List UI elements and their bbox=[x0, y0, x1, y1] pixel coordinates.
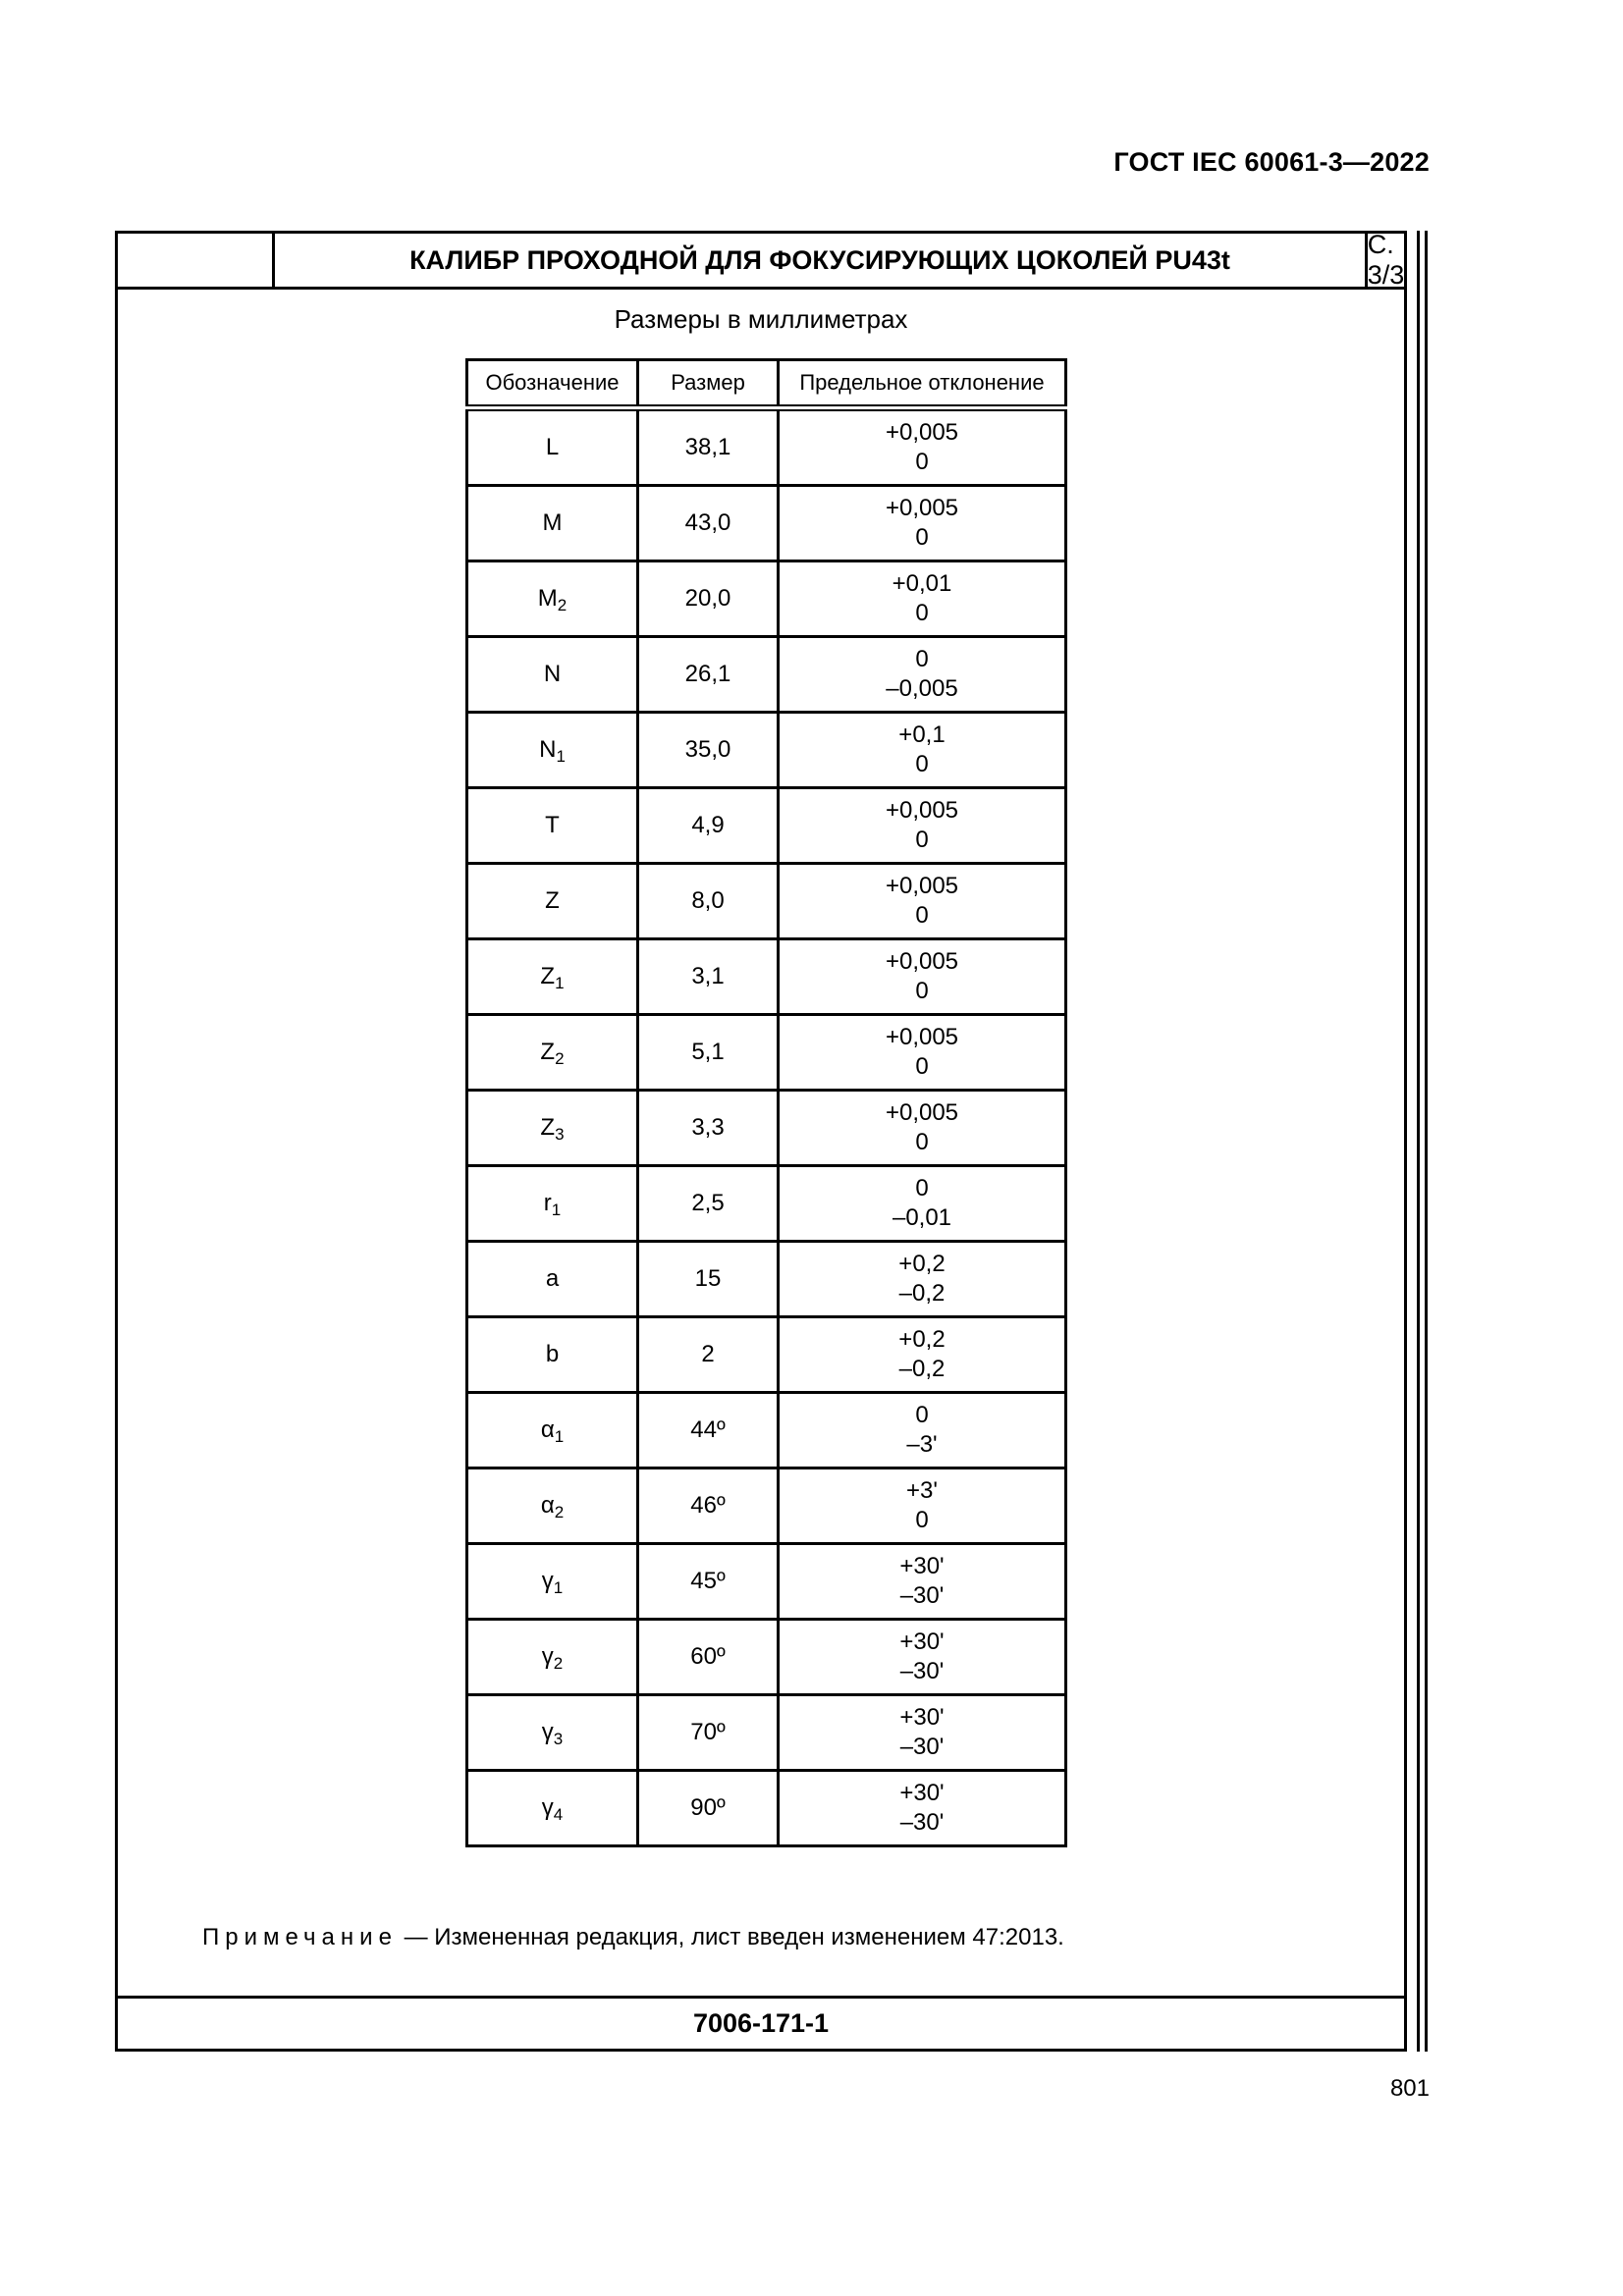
lower-deviation: –30' bbox=[899, 1734, 945, 1760]
size-cell: 15 bbox=[638, 1242, 779, 1317]
designation-subscript: 2 bbox=[553, 1654, 564, 1673]
designation-cell bbox=[467, 864, 638, 939]
column-header-designation: Обозначение bbox=[467, 360, 638, 408]
deviation-cell bbox=[779, 486, 1066, 561]
designation-cell bbox=[467, 1166, 638, 1242]
title-block-empty-cell bbox=[118, 234, 275, 287]
table-row bbox=[467, 561, 1066, 637]
size-cell: 38,1 bbox=[638, 408, 779, 486]
lower-deviation: –0,2 bbox=[898, 1280, 946, 1307]
column-header-deviation: Предельное отклонение bbox=[779, 360, 1066, 408]
deviation-cell bbox=[779, 1242, 1066, 1317]
deviation-cell bbox=[779, 1771, 1066, 1846]
table-row bbox=[467, 864, 1066, 939]
designation-symbol: a bbox=[545, 1265, 560, 1292]
upper-deviation: +30' bbox=[899, 1553, 945, 1579]
deviation-cell bbox=[779, 1468, 1066, 1544]
lower-deviation: 0 bbox=[915, 1129, 929, 1155]
lower-deviation: –30' bbox=[899, 1582, 945, 1609]
size-cell: 8,0 bbox=[638, 864, 779, 939]
table-row bbox=[467, 486, 1066, 561]
size-cell: 3,3 bbox=[638, 1091, 779, 1166]
table-row bbox=[467, 1091, 1066, 1166]
table-row bbox=[467, 1317, 1066, 1393]
upper-deviation: +0,005 bbox=[885, 873, 959, 899]
column-header-size: Размер bbox=[638, 360, 779, 408]
designation-cell bbox=[467, 713, 638, 788]
deviation-cell bbox=[779, 864, 1066, 939]
title-block bbox=[118, 230, 1405, 290]
designation-symbol: Z bbox=[540, 1039, 556, 1065]
lower-deviation: 0 bbox=[915, 449, 929, 475]
designation-cell bbox=[467, 637, 638, 713]
deviation-cell bbox=[779, 1695, 1066, 1771]
page-number: 801 bbox=[1389, 2075, 1430, 2102]
table-body bbox=[467, 408, 1066, 1846]
note-text: — Измененная редакция, лист введен изменением 47:2013. bbox=[397, 1924, 1064, 1950]
sheet-number: С. 3/3 bbox=[1367, 230, 1405, 290]
size-cell: 2 bbox=[638, 1317, 779, 1393]
designation-cell bbox=[467, 1468, 638, 1544]
deviation-cell bbox=[779, 1317, 1066, 1393]
deviation-cell bbox=[779, 1620, 1066, 1695]
designation-cell bbox=[467, 1242, 638, 1317]
size-cell: 20,0 bbox=[638, 561, 779, 637]
designation-symbol: γ bbox=[541, 1794, 554, 1821]
lower-deviation: 0 bbox=[915, 524, 929, 551]
table-row bbox=[467, 1544, 1066, 1620]
designation-cell bbox=[467, 1015, 638, 1091]
upper-deviation: +0,005 bbox=[885, 797, 959, 824]
note-label: Примечание bbox=[202, 1924, 398, 1950]
lower-deviation: –0,2 bbox=[898, 1356, 946, 1382]
upper-deviation: 0 bbox=[915, 646, 929, 672]
upper-deviation: +30' bbox=[899, 1629, 945, 1655]
size-cell: 44º bbox=[638, 1393, 779, 1468]
designation-subscript: 2 bbox=[557, 596, 568, 614]
upper-deviation: +0,2 bbox=[898, 1326, 946, 1353]
designation-subscript: 1 bbox=[554, 1427, 565, 1446]
size-cell: 26,1 bbox=[638, 637, 779, 713]
size-cell: 43,0 bbox=[638, 486, 779, 561]
size-cell: 4,9 bbox=[638, 788, 779, 864]
upper-deviation: +0,005 bbox=[885, 495, 959, 521]
designation-subscript: 1 bbox=[556, 747, 566, 766]
dimensions-table bbox=[465, 358, 1067, 1847]
designation-symbol: γ bbox=[541, 1719, 554, 1745]
deviation-cell bbox=[779, 561, 1066, 637]
designation-cell bbox=[467, 1091, 638, 1166]
designation-cell bbox=[467, 1393, 638, 1468]
table-row bbox=[467, 1771, 1066, 1846]
table-header-row bbox=[467, 360, 1066, 408]
deviation-cell bbox=[779, 939, 1066, 1015]
size-cell: 45º bbox=[638, 1544, 779, 1620]
lower-deviation: 0 bbox=[915, 1053, 929, 1080]
table-row bbox=[467, 788, 1066, 864]
table-row bbox=[467, 939, 1066, 1015]
size-cell: 70º bbox=[638, 1695, 779, 1771]
table-row bbox=[467, 1695, 1066, 1771]
size-cell: 3,1 bbox=[638, 939, 779, 1015]
lower-deviation: 0 bbox=[915, 978, 929, 1004]
frame-rail-line bbox=[1417, 231, 1420, 2052]
units-caption: Размеры в миллиметрах bbox=[614, 304, 908, 334]
designation-symbol: b bbox=[545, 1341, 560, 1367]
table-row bbox=[467, 1242, 1066, 1317]
upper-deviation: +3' bbox=[906, 1477, 938, 1504]
designation-symbol: Z bbox=[545, 887, 560, 914]
designation-symbol: Z bbox=[540, 1114, 556, 1141]
table-row bbox=[467, 1468, 1066, 1544]
designation-symbol: α bbox=[540, 1416, 555, 1443]
deviation-cell bbox=[779, 1091, 1066, 1166]
sheet-title: КАЛИБР ПРОХОДНОЙ ДЛЯ ФОКУСИРУЮЩИХ ЦОКОЛЕЙ PU43t bbox=[275, 234, 1368, 287]
designation-symbol: T bbox=[545, 812, 560, 838]
designation-cell bbox=[467, 408, 638, 486]
upper-deviation: 0 bbox=[915, 1175, 929, 1201]
upper-deviation: +0,005 bbox=[885, 948, 959, 975]
lower-deviation: 0 bbox=[915, 600, 929, 626]
designation-symbol: N bbox=[539, 736, 557, 763]
upper-deviation: +0,2 bbox=[898, 1251, 946, 1277]
deviation-cell bbox=[779, 788, 1066, 864]
designation-subscript: 2 bbox=[554, 1503, 565, 1522]
designation-cell bbox=[467, 486, 638, 561]
table-row bbox=[467, 1166, 1066, 1242]
table-row bbox=[467, 408, 1066, 486]
table-row bbox=[467, 1015, 1066, 1091]
size-cell: 90º bbox=[638, 1771, 779, 1846]
lower-deviation: –0,01 bbox=[892, 1204, 952, 1231]
designation-subscript: 1 bbox=[553, 1578, 564, 1597]
deviation-cell bbox=[779, 1544, 1066, 1620]
lower-deviation: –3' bbox=[906, 1431, 938, 1458]
designation-symbol: N bbox=[543, 661, 562, 687]
upper-deviation: +0,005 bbox=[885, 419, 959, 446]
lower-deviation: –30' bbox=[899, 1809, 945, 1836]
designation-subscript: 3 bbox=[553, 1730, 564, 1748]
frame-rail-line bbox=[1425, 231, 1428, 2052]
designation-cell bbox=[467, 939, 638, 1015]
designation-cell bbox=[467, 788, 638, 864]
designation-cell bbox=[467, 1544, 638, 1620]
upper-deviation: +0,1 bbox=[898, 721, 946, 748]
deviation-cell bbox=[779, 408, 1066, 486]
upper-deviation: +0,005 bbox=[885, 1099, 959, 1126]
lower-deviation: –0,005 bbox=[886, 675, 958, 702]
upper-deviation: 0 bbox=[915, 1402, 929, 1428]
designation-cell bbox=[467, 561, 638, 637]
designation-cell bbox=[467, 1620, 638, 1695]
deviation-cell bbox=[779, 1393, 1066, 1468]
lower-deviation: –30' bbox=[899, 1658, 945, 1684]
designation-subscript: 3 bbox=[555, 1125, 565, 1144]
size-cell: 2,5 bbox=[638, 1166, 779, 1242]
lower-deviation: 0 bbox=[915, 751, 929, 777]
designation-subscript: 1 bbox=[555, 974, 565, 992]
designation-symbol: r bbox=[543, 1190, 552, 1216]
designation-symbol: α bbox=[540, 1492, 555, 1519]
size-cell: 5,1 bbox=[638, 1015, 779, 1091]
table-row bbox=[467, 1393, 1066, 1468]
table-row bbox=[467, 1620, 1066, 1695]
table-row bbox=[467, 713, 1066, 788]
lower-deviation: 0 bbox=[915, 827, 929, 853]
designation-symbol: L bbox=[545, 434, 560, 460]
sheet-code: 7006-171-1 bbox=[118, 1996, 1404, 2049]
size-cell: 46º bbox=[638, 1468, 779, 1544]
designation-cell bbox=[467, 1317, 638, 1393]
designation-subscript: 2 bbox=[555, 1049, 565, 1068]
deviation-cell bbox=[779, 1166, 1066, 1242]
designation-cell bbox=[467, 1695, 638, 1771]
lower-deviation: 0 bbox=[915, 902, 929, 929]
upper-deviation: +30' bbox=[899, 1704, 945, 1731]
designation-symbol: γ bbox=[541, 1568, 554, 1594]
designation-cell bbox=[467, 1771, 638, 1846]
note bbox=[202, 1924, 1064, 1951]
designation-symbol: γ bbox=[541, 1643, 554, 1670]
upper-deviation: +0,005 bbox=[885, 1024, 959, 1050]
deviation-cell bbox=[779, 637, 1066, 713]
size-cell: 35,0 bbox=[638, 713, 779, 788]
designation-symbol: M bbox=[537, 585, 558, 612]
deviation-cell bbox=[779, 713, 1066, 788]
lower-deviation: 0 bbox=[915, 1507, 929, 1533]
upper-deviation: +0,01 bbox=[892, 570, 952, 597]
document-standard-header: ГОСТ IEC 60061-3—2022 bbox=[1113, 147, 1430, 177]
designation-subscript: 1 bbox=[551, 1201, 562, 1219]
table-row bbox=[467, 637, 1066, 713]
designation-symbol: M bbox=[542, 509, 563, 536]
designation-symbol: Z bbox=[540, 963, 556, 989]
designation-subscript: 4 bbox=[553, 1805, 564, 1824]
upper-deviation: +30' bbox=[899, 1780, 945, 1806]
sheet-frame bbox=[115, 231, 1407, 2052]
deviation-cell bbox=[779, 1015, 1066, 1091]
size-cell: 60º bbox=[638, 1620, 779, 1695]
